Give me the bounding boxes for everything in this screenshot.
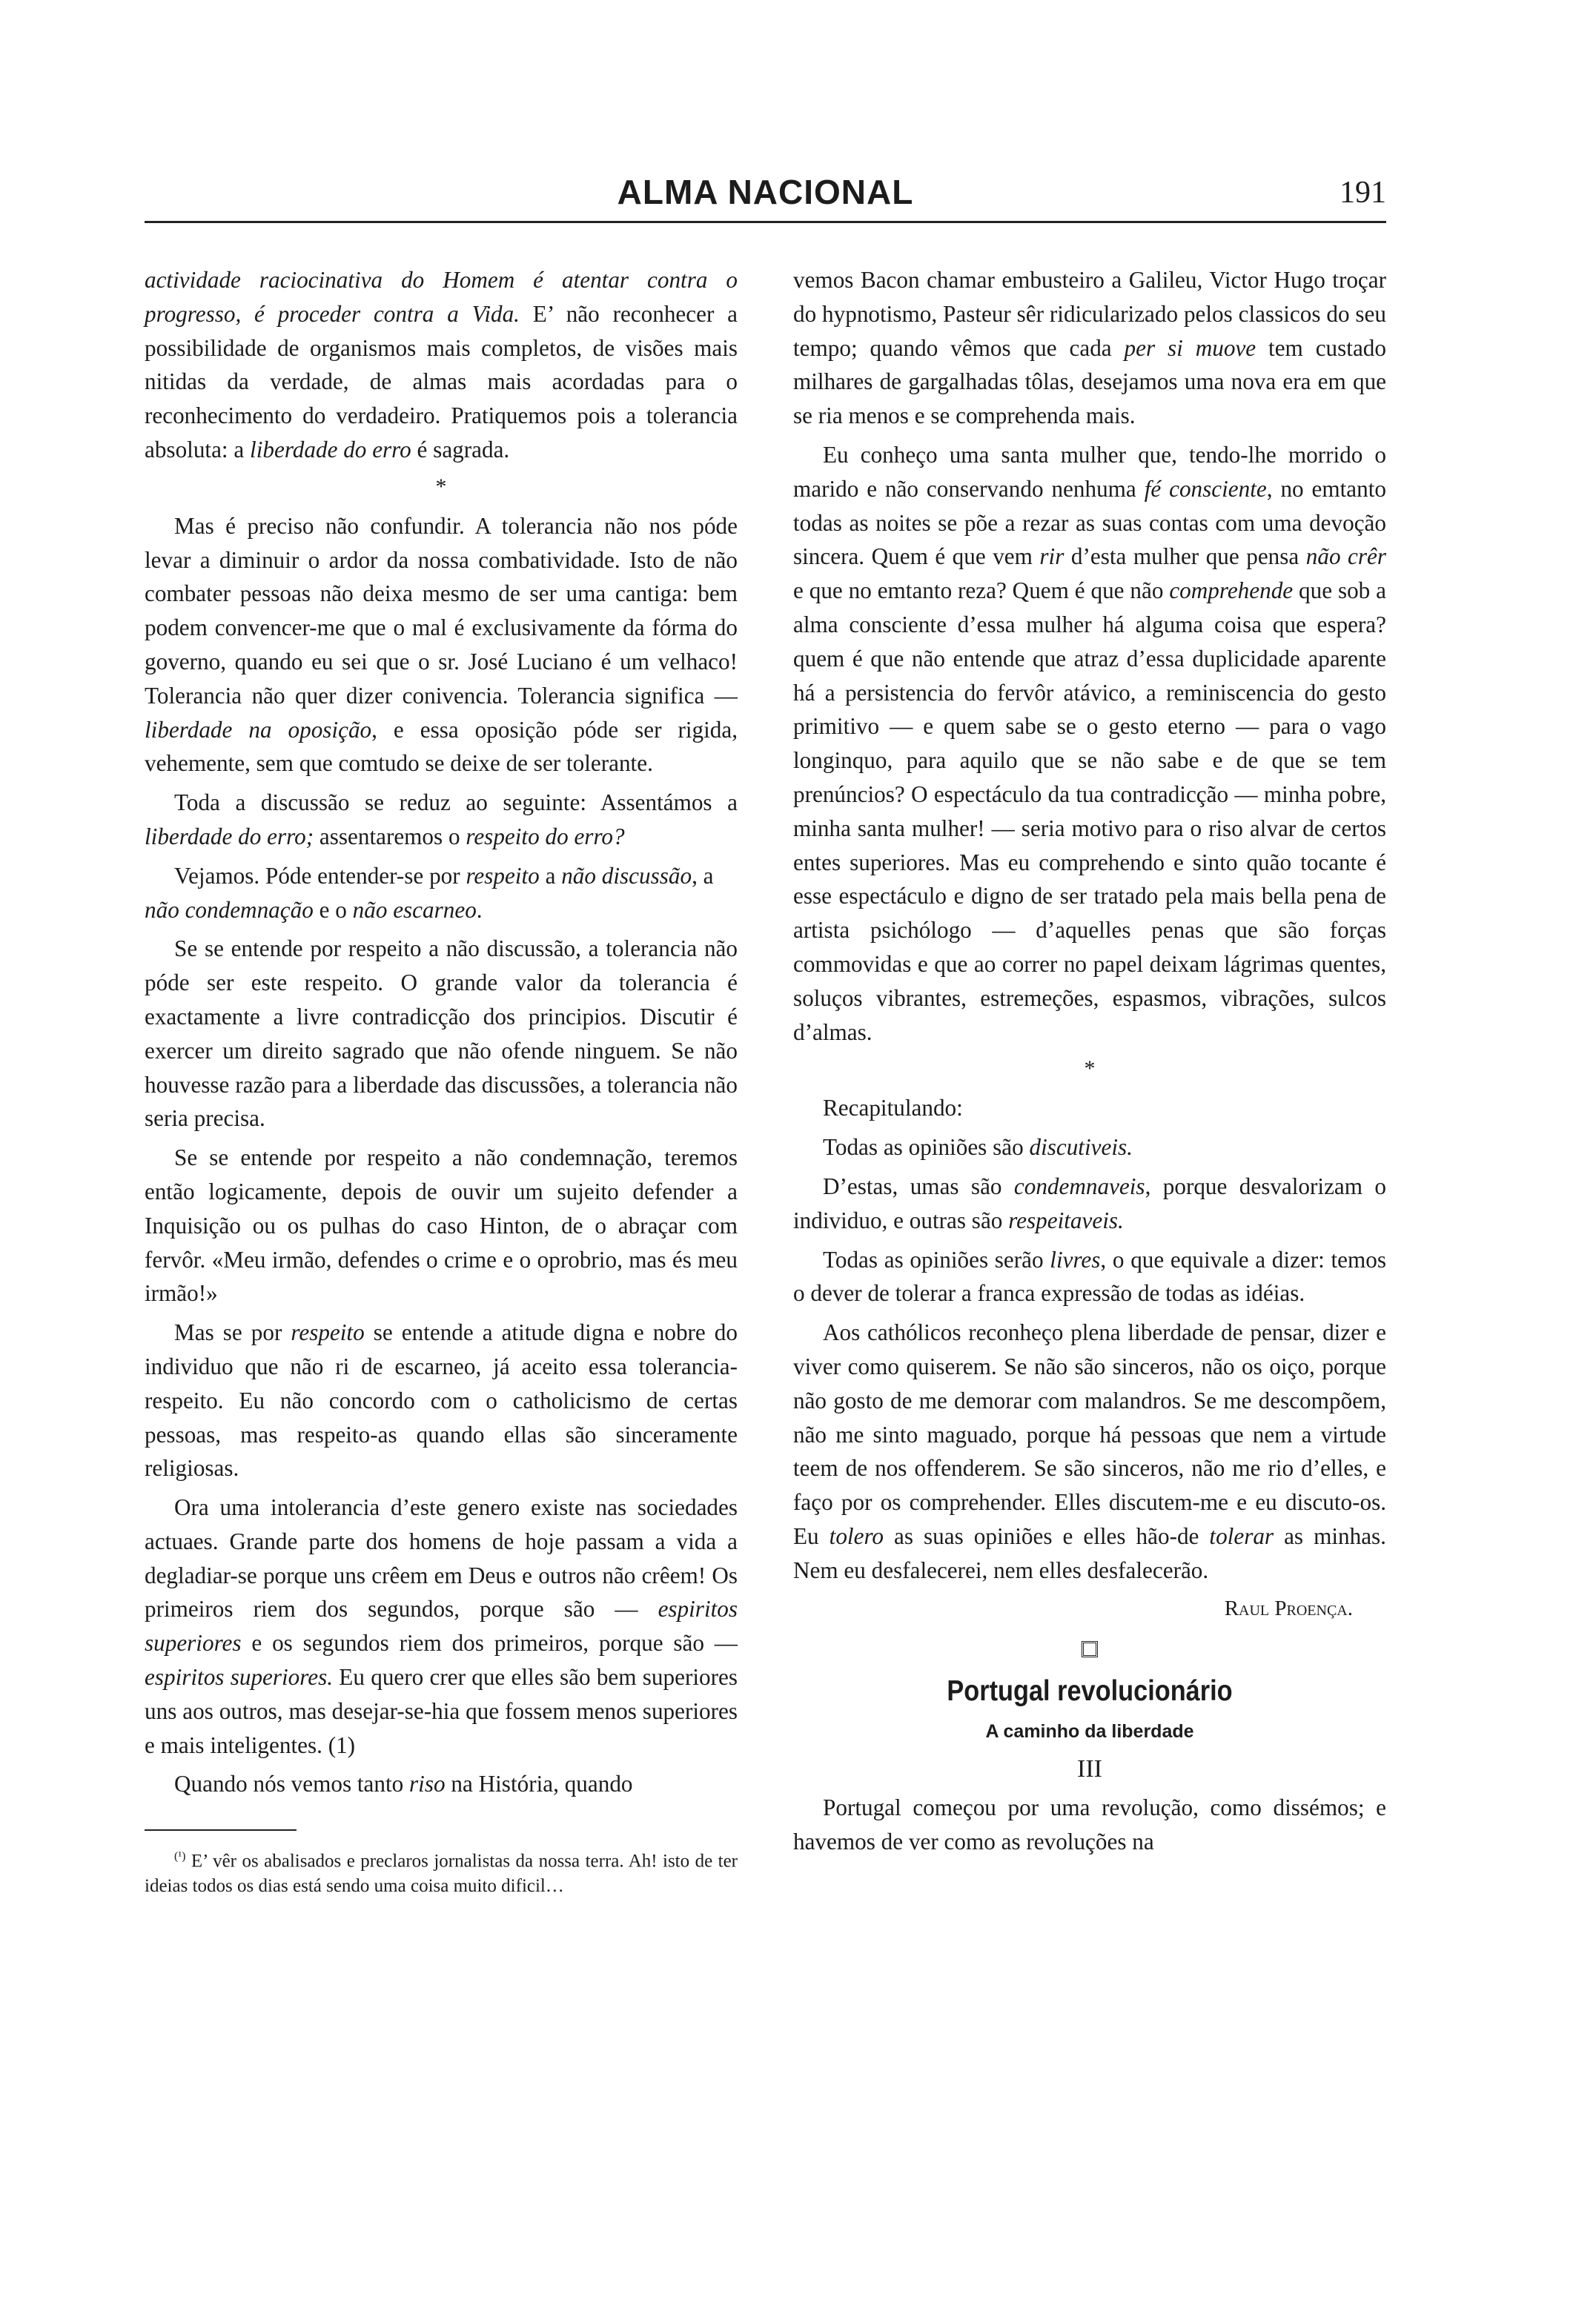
section-break-asterisk: * (435, 474, 447, 499)
author-signature: Raul Proença. (1224, 1597, 1353, 1621)
text-run: Eu conheço uma santa mulher que, tendo-lhe morrido o marido e não conservando nenhuma (793, 441, 1386, 502)
italic-text: comprehende (1169, 577, 1294, 604)
italic-text: condemnaveis (1013, 1173, 1145, 1199)
text-run: d’esta mulher que pensa (1064, 543, 1306, 570)
left-column (145, 263, 738, 1903)
header-rule (145, 221, 1386, 223)
right-column-body (793, 263, 1386, 1587)
italic-text: tolerar (1209, 1522, 1274, 1549)
section-break-asterisk: * (1084, 1056, 1096, 1081)
italic-text: respeito (291, 1319, 365, 1346)
ornament-glyph (1082, 1641, 1098, 1657)
italic-text: per si muove (1124, 334, 1256, 361)
section-subtitle: A caminho da liberdade (985, 1721, 1194, 1743)
text-run: tem custado milhares de gargalhadas tôlas, desejamos uma nova era em que se ria menos e se comprehenda mais. (793, 334, 1386, 429)
text-run: Recapitulando: (823, 1095, 963, 1121)
italic-text: liberdade do erro (250, 436, 411, 463)
italic-text: riso (409, 1771, 446, 1797)
paragraph (145, 1767, 738, 1801)
text-run: Portugal começou por uma revolução, como dissémos; e havemos de ver como as revoluções na (793, 1794, 1386, 1855)
italic-text: não crêr (1305, 543, 1386, 570)
italic-text: liberdade na oposição (145, 716, 372, 743)
text-run: as suas opiniões e elles hão-de (884, 1522, 1210, 1549)
section-title: Portugal revolucionário (947, 1675, 1233, 1708)
paragraph (793, 1091, 1386, 1125)
italic-text: não escarneo (352, 896, 477, 923)
text-run: D’estas, umas são (823, 1173, 1014, 1199)
text-run: Ora uma intolerancia d’este genero existe nas sociedades actuaes. Grande parte dos homens de hoje passam a vida a degladiar-se porque uns crêem em Deus e outros não crêem! Os primeiros riem dos segundos, porque são — (145, 1494, 738, 1623)
text-run: Vejamos. Póde entender-se por (174, 862, 466, 889)
paragraph (793, 1130, 1386, 1164)
paragraph (145, 263, 738, 467)
text-run: , e essa oposição póde ser rigida, vehemente, sem que comtudo se deixe de ser tolerante. (145, 716, 738, 777)
italic-text: rir (1039, 543, 1064, 570)
paragraph (793, 438, 1386, 1049)
page-header (145, 172, 1386, 224)
text-run: Quando nós vemos tanto (174, 1771, 410, 1797)
footnote-rule (145, 1829, 297, 1831)
paragraph (145, 1316, 738, 1485)
italic-text: actividade raciocinativa do Homem é atentar contra o progresso, é proceder contra a Vida. (145, 267, 738, 327)
paragraph (145, 1141, 738, 1310)
text-run: . (476, 896, 483, 923)
italic-text: respeito do erro? (466, 823, 625, 849)
paragraph (793, 1316, 1386, 1587)
italic-text: não discussão (561, 862, 692, 889)
text-run: Mas se por (174, 1319, 291, 1346)
paragraph (145, 859, 738, 927)
italic-text: livres (1050, 1246, 1101, 1273)
italic-text: liberdade do erro; (145, 823, 314, 849)
text-run: , no emtanto todas as noites se põe a rezar as suas contas com uma devoção sincera. Quem é que vem (793, 475, 1386, 570)
text-run: vemos Bacon chamar embusteiro a Galileu, Victor Hugo troçar do hypnotismo, Pasteur sêr ridicularizado pelos classicos do seu tempo; quando vêmos que cada (793, 267, 1386, 361)
text-run: Se se entende por respeito a não discussão, a tolerancia não póde ser este respeito. O grande valor da tolerancia é exactamente a livre contradicção dos principios. Discutir é exercer um direito sagrado que não ofende ninguem. Se não houvesse razão para a liberdade das discussões, a tolerancia não seria precisa. (145, 935, 738, 1132)
section-ornament (793, 1635, 1386, 1665)
paragraph (793, 1243, 1386, 1311)
footnote-marker: (¹) (174, 1850, 186, 1863)
italic-text: não condemnação (145, 896, 314, 923)
section-body (793, 1791, 1386, 1859)
paragraph (145, 786, 738, 854)
text-run: Todas as opiniões são (823, 1134, 1030, 1161)
italic-text: fé consciente (1144, 475, 1267, 502)
text-run: e o (313, 896, 353, 923)
text-run: se entende a atitude digna e nobre do individuo que não ri de escarneo, já aceito essa tolerancia-respeito. Eu não concordo com o catholicismo de certas pessoas, mas respeito-as quando ellas são sinceramente religiosas. (145, 1319, 738, 1482)
italic-text: espiritos superiores. (145, 1664, 334, 1691)
text-run: E’ não reconhecer a possibilidade de organismos mais completos, de visões mais nitidas da verdade, de almas mais acordadas para o reconhecimento do verdadeiro. Pratiquemos pois a tolerancia absoluta: a (145, 300, 738, 463)
left-column-body (145, 263, 738, 1801)
page-number: 191 (1340, 176, 1386, 210)
paragraph (145, 932, 738, 1136)
paragraph (793, 1170, 1386, 1238)
section-number: III (1077, 1755, 1102, 1783)
text-run: a (539, 862, 562, 889)
footnote-text: E’ vêr os abalisados e preclaros jornalistas da nossa terra. Ah! isto de ter ideias todos os dias está sendo uma coisa muito dificil… (145, 1851, 738, 1896)
paragraph (793, 263, 1386, 433)
italic-text: espiritos superiores (145, 1596, 738, 1657)
text-run: Toda a discussão se reduz ao seguinte: Assentámos a (174, 789, 738, 816)
text-run: na História, quando (445, 1771, 633, 1797)
text-run: é sagrada. (411, 436, 510, 463)
text-run: que sob a alma consciente d’essa mulher há alguma coisa que espera? quem é que não entende que atraz d’essa duplicidade aparente há a persistencia do fervôr atávico, a reminiscencia do gesto primitivo — e quem sabe se o gesto eterno — para o vago longinquo, para aquilo que se não sabe e de que se tem prenúncios? O espectáculo da tua contradicção — minha pobre, minha santa mulher! — seria motivo para o riso alvar de certos entes superiores. Mas eu comprehendo e sinto quão tocante é esse espectáculo e digno de ser tratado pela mais bella pena de artista psichólogo — d’aquelles penas que são forças commovidas e que ao correr no papel deixam lágrimas quentes, soluços vibrantes, estremeções, espasmos, vibrações, sulcos d’almas. (793, 577, 1386, 1045)
text-run: Mas é preciso não confundir. A tolerancia não nos póde levar a diminuir o ardor da nossa combatividade. Isto de não combater pessoas não deixa mesmo de ser uma cantiga: bem podem convencer-me que o mal é exclusivamente da fórma do governo, quando eu sei que o sr. José Luciano é um velhaco! Tolerancia não quer dizer conivencia. Tolerancia significa — (145, 512, 738, 709)
paragraph (793, 1791, 1386, 1859)
text-run: , a (692, 862, 714, 889)
text-run: e que no emtanto reza? Quem é que não (793, 577, 1170, 604)
footnote (145, 1844, 738, 1898)
text-run: as minhas. Nem eu desfalecerei, nem elles desfalecerão. (793, 1522, 1386, 1583)
text-run: Aos cathólicos reconheço plena liberdade de pensar, dizer e viver como quiserem. Se não são sinceros, não os oiço, porque não gosto de me demorar com malandros. Se me descompõem, não me sinto maguado, porque há pessoas que nem a virtude teem de nos offenderem. Se são sinceros, não me rio d’elles, e faço por os comprehender. Elles discutem-me e eu discuto-os. Eu (793, 1319, 1386, 1549)
text-run: Todas as opiniões serão (823, 1246, 1050, 1273)
text-run: , porque desvalorizam o individuo, e outras são (793, 1173, 1386, 1233)
paragraph (145, 509, 738, 780)
text-run: e os segundos riem dos primeiros, porque são — (241, 1630, 738, 1657)
running-head-title: ALMA NACIONAL (617, 173, 914, 211)
italic-text: respeito (466, 862, 540, 889)
italic-text: respeitaveis. (1008, 1207, 1124, 1233)
text-run: assentaremos o (314, 823, 466, 849)
text-run: , o que equivale a dizer: temos o dever de tolerar a franca expressão de todas as idéias. (793, 1246, 1386, 1307)
italic-text: discutiveis. (1029, 1134, 1133, 1161)
text-run: Eu quero crer que elles são bem superiores uns aos outros, mas desejar-se-hia que fossem menos superiores e mais inteligentes. (1) (145, 1664, 738, 1758)
text-run: Se se entende por respeito a não condemnação, teremos então logicamente, depois de ouvir um sujeito defender a Inquisição ou os pulhas do caso Hinton, de o abraçar com fervôr. «Meu irmão, defendes o crime e o oprobrio, mas és meu irmão!» (145, 1144, 738, 1307)
paragraph (145, 1491, 738, 1762)
right-column (793, 263, 1386, 1864)
italic-text: tolero (829, 1522, 884, 1549)
